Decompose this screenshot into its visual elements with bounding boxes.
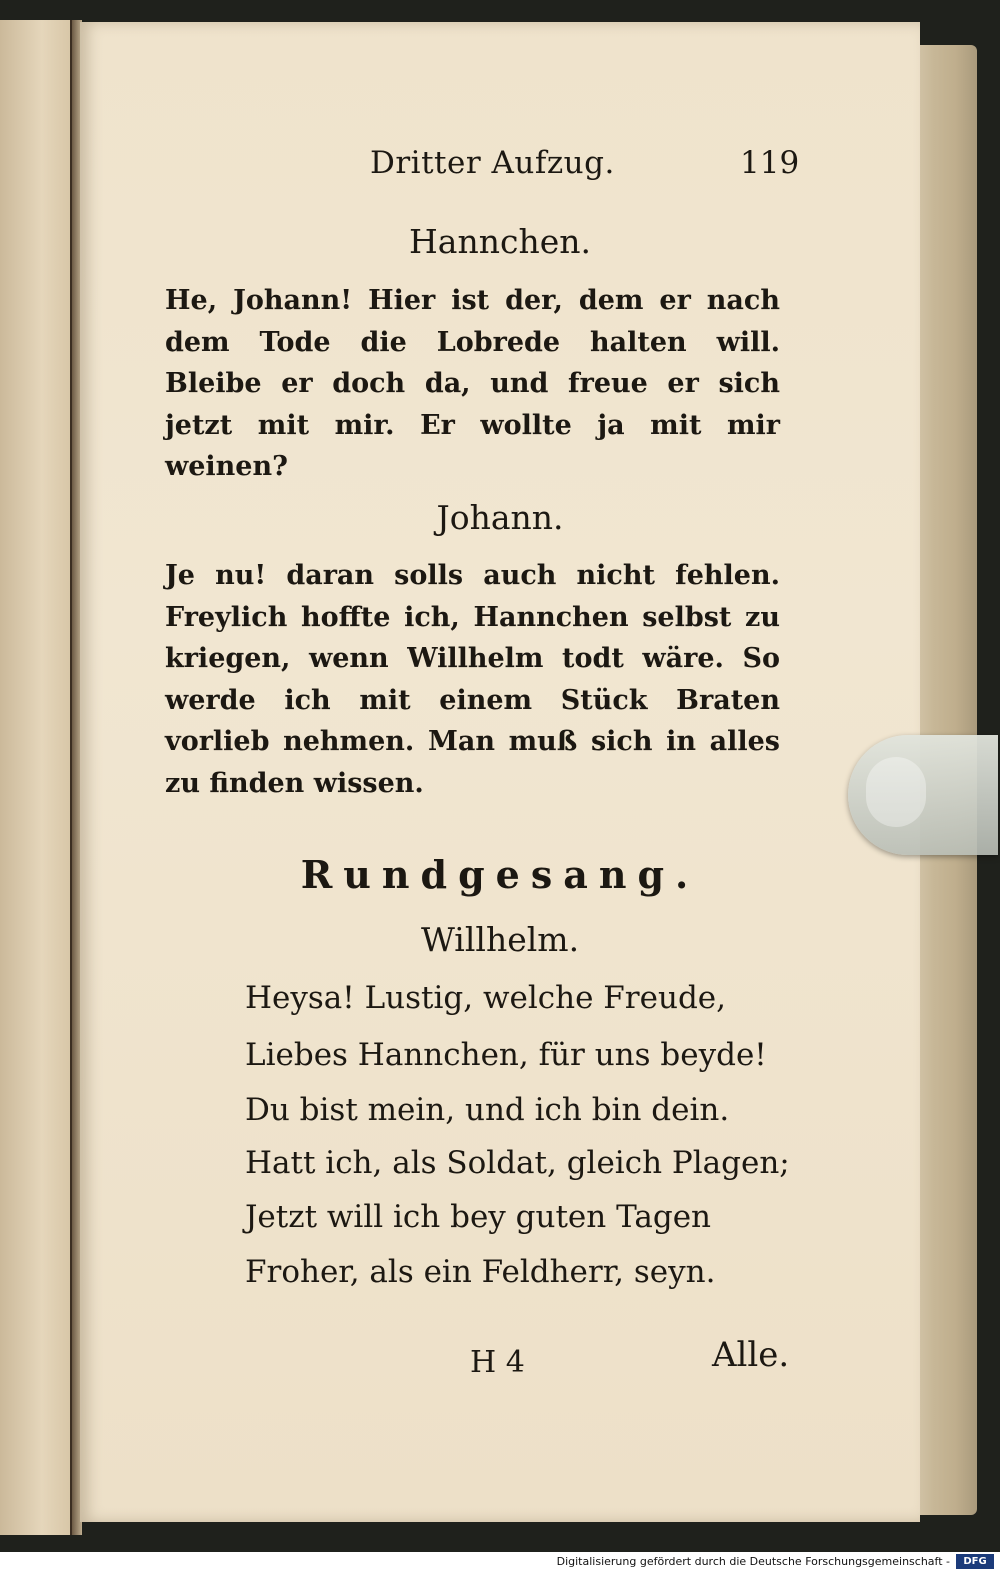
speaker-willhelm: Willhelm.	[420, 920, 580, 959]
speaker-hannchen: Hannchen.	[409, 222, 591, 261]
verse-line: Du bist mein, und ich bin dein.	[245, 1092, 730, 1128]
dfg-logo: DFG	[956, 1554, 994, 1569]
footer-text: Digitalisierung gefördert durch die Deutsche Forschungsgemeinschaft -	[556, 1555, 950, 1568]
page-number: 119	[740, 145, 800, 181]
speech-hannchen: He, Johann! Hier ist der, dem er nach dem Tode die Lobrede halten will. Bleibe er doch da, und freue er sich jetzt mit mir. Er wollte ja mit mir weinen?	[165, 285, 780, 482]
song-title: Rundgesang.	[300, 852, 700, 897]
left-page-edge	[0, 20, 72, 1535]
footer-bar	[0, 1552, 1000, 1572]
verse-line: Heysa! Lustig, welche Freude,	[245, 980, 726, 1016]
signature-mark: H 4	[470, 1345, 525, 1380]
running-head-title: Dritter Aufzug.	[370, 145, 615, 181]
speaker-johann: Johann.	[436, 498, 564, 537]
verse-line: Hatt ich, als Soldat, gleich Plagen;	[245, 1145, 790, 1181]
page-clip	[848, 735, 998, 855]
verse-line: Liebes Hannchen, für uns beyde!	[245, 1037, 767, 1073]
verse-line: Jetzt will ich bey guten Tagen	[245, 1199, 711, 1235]
running-head	[80, 145, 920, 195]
catchword: Alle.	[712, 1335, 790, 1375]
verse-line: Froher, als ein Feldherr, seyn.	[245, 1254, 716, 1290]
speech-johann: Je nu! daran solls auch nicht fehlen. Freylich hoffte ich, Hannchen selbst zu kriegen, wenn Willhelm todt wäre. So werde ich mit einem Stück Braten vorlieb nehmen. Man muß sich in alles zu finden wissen.	[165, 560, 780, 799]
